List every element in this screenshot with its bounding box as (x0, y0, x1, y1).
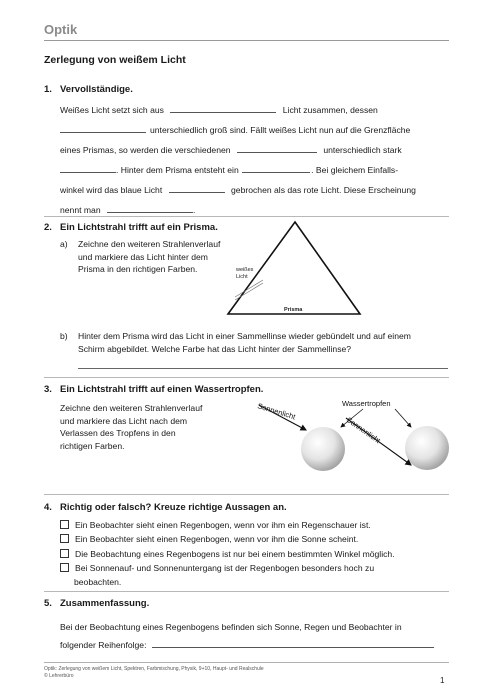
section5-line (60, 636, 460, 654)
section-divider (44, 377, 449, 378)
section4-heading: Richtig oder falsch? Kreuze richtige Aussagen an. (60, 502, 287, 513)
section2a-line: Prisma in den richtigen Farben. (78, 264, 198, 274)
section2-heading: Ein Lichtstrahl trifft auf ein Prisma. (60, 222, 218, 233)
statement-checkbox[interactable] (60, 534, 69, 543)
section3-number: 3. (44, 384, 52, 395)
section3-line: und markiere das Licht nach dem (60, 415, 188, 426)
section2a-text (78, 238, 238, 276)
section2b-label: b) (60, 331, 68, 341)
section3-text (60, 402, 240, 452)
section-divider (44, 591, 449, 592)
blank-5[interactable] (242, 163, 310, 173)
section2b-line: Hinter dem Prisma wird das Licht in einer Sammellinse wieder gebündelt und auf einem (78, 331, 411, 341)
blank-4[interactable] (60, 163, 116, 173)
cloze-text-4c: . Bei gleichem Einfalls- (311, 165, 399, 175)
blank-7[interactable] (107, 203, 196, 215)
cloze-line-3 (60, 140, 455, 160)
statement-item (60, 547, 460, 561)
section3-heading: Ein Lichtstrahl trifft auf einen Wassertropfen. (60, 384, 264, 395)
light-ray (235, 280, 263, 297)
section2b-text (78, 330, 458, 355)
footer-line: Optik: Zerlegung von weißem Licht, Spektren, Farbmischung, Physik, 9+10, Haupt- und Realschule (44, 666, 264, 672)
cloze-line-2 (60, 120, 455, 140)
cloze-text-2b: unterschiedlich groß sind. Fällt weißes Licht nun auf die Grenzfläche (150, 125, 411, 135)
cloze-text-3b: unterschiedlich stark (323, 145, 402, 155)
cloze-text-5b: gebrochen als das rote Licht. Diese Erscheinung (231, 185, 416, 195)
cloze-text-4b: . Hinter dem Prisma entsteht ein (116, 165, 239, 175)
section-divider (44, 494, 449, 495)
footer-divider (44, 662, 449, 663)
statement-item (60, 518, 460, 532)
document-title: Zerlegung von weißem Licht (44, 54, 186, 66)
section3-line: Verlassen des Tropfens in den (60, 428, 176, 438)
pointer-arrow (395, 409, 411, 427)
raindrop-diagram (245, 394, 455, 484)
section5-number: 5. (44, 598, 52, 609)
water-drop (301, 427, 345, 471)
water-drop (405, 426, 449, 470)
section1-cloze-text (60, 100, 455, 220)
statement-item (60, 532, 460, 546)
cloze-line-5 (60, 180, 455, 200)
section5-text (60, 618, 460, 654)
sunlight-label: Sonnenlicht (344, 415, 383, 446)
statement-checkbox[interactable] (60, 549, 69, 558)
section2b-line: Schirm abgebildet. Welche Farbe hat das Licht hinter der Sammellinse? (78, 343, 352, 354)
statement-checkbox[interactable] (60, 563, 69, 572)
section3-line: Zeichne den weiteren Strahlenverlauf (60, 403, 203, 413)
blank-1[interactable] (170, 103, 276, 113)
prism-diagram (220, 216, 370, 322)
section2-number: 2. (44, 222, 52, 233)
statement-text-continued: beobachten. (74, 577, 122, 588)
section5-heading: Zusammenfassung. (60, 598, 150, 609)
section5-prompt: folgender Reihenfolge: (60, 640, 147, 650)
section1-number: 1. (44, 84, 52, 95)
cloze-text-5a: winkel wird das blaue Licht (60, 185, 163, 195)
statement-list (60, 518, 460, 589)
header-title: Optik (44, 22, 78, 37)
cloze-line-4 (60, 160, 455, 180)
footer-copyright: © Lehrerbüro (44, 673, 74, 679)
answer-line-2b[interactable] (78, 368, 448, 369)
cloze-text-6b: . (193, 205, 196, 215)
page-number: 1 (440, 676, 445, 685)
section2a-label: a) (60, 239, 68, 249)
statement-text: Ein Beobachter sieht einen Regenbogen, wenn vor ihm ein Regenschauer ist. (75, 520, 371, 530)
ray-label: Licht (236, 274, 248, 280)
section3-line: richtigen Farben. (60, 440, 125, 451)
blank-2[interactable] (60, 123, 146, 133)
footer-text (44, 666, 264, 680)
section2a-line: und markiere das Licht hinter dem (78, 251, 208, 262)
statement-checkbox[interactable] (60, 520, 69, 529)
section4-number: 4. (44, 502, 52, 513)
cloze-line-1 (60, 100, 455, 120)
prism-label: Prisma (284, 307, 303, 313)
section5-line: Bei der Beobachtung eines Regenbogens befinden sich Sonne, Regen und Beobachter in (60, 622, 402, 632)
section2a-line: Zeichne den weiteren Strahlenverlauf (78, 239, 221, 249)
blank-3[interactable] (237, 143, 317, 153)
statement-text: Die Beobachtung eines Regenbogens ist nur bei einem bestimmten Winkel möglich. (75, 548, 395, 559)
answer-line-order[interactable] (152, 638, 434, 648)
drops-label: Wassertropfen (342, 399, 391, 408)
cloze-text-3a: eines Prismas, so werden die verschiedenen (60, 145, 231, 155)
cloze-text-1a: Weißes Licht setzt sich aus (60, 105, 164, 115)
cloze-text-6a: nennt man (60, 205, 101, 215)
blank-6[interactable] (169, 183, 225, 193)
cloze-text-1b: Licht zusammen, dessen (282, 105, 378, 115)
statement-text: Ein Beobachter sieht einen Regenbogen, wenn vor ihm die Sonne scheint. (75, 534, 359, 545)
section1-heading: Vervollständige. (60, 84, 133, 95)
statement-item (60, 561, 460, 575)
sunlight-label: Sonnenlicht (256, 401, 297, 422)
header-divider (44, 40, 449, 41)
statement-text: Bei Sonnenauf- und Sonnenuntergang ist der Regenbogen besonders hoch zu (75, 562, 375, 573)
ray-label: weißes (236, 267, 254, 273)
